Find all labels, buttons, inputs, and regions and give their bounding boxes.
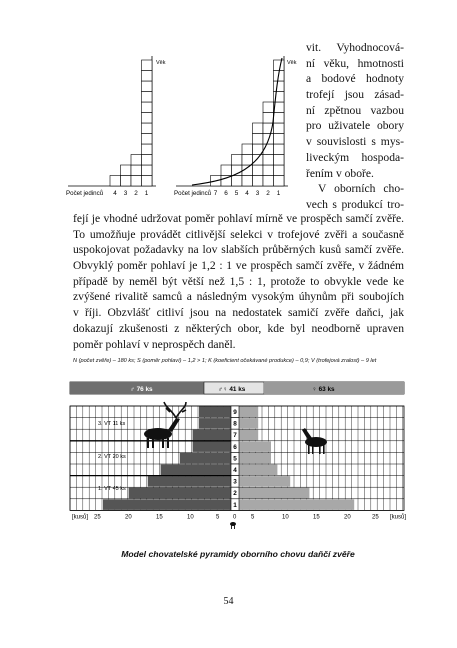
pyramid-male-bar	[148, 476, 231, 487]
x-tick-label: 1	[144, 190, 149, 197]
right-column-line: v souvislosti s mys-	[306, 135, 404, 149]
x-tick-label: 4	[113, 190, 117, 197]
right-column-line: liveckým hospoda-	[306, 150, 404, 164]
age-label: 1	[233, 501, 237, 509]
age-bar-cell	[274, 81, 285, 92]
pyramid-male-bar	[161, 465, 231, 476]
age-bar-cell	[274, 144, 285, 155]
age-bar-cell	[274, 134, 285, 145]
fawn-silhouette	[230, 522, 236, 529]
body-line: případě by neměl být větší než 1,5 : 1, protože to obvykle vede ke	[73, 274, 404, 288]
x-axis-label: [kusů]	[72, 514, 89, 521]
x-axis-label: 5	[216, 514, 220, 521]
pyramid-female-bar	[239, 418, 258, 429]
age-bar-cell	[263, 134, 274, 145]
age-label: 9	[233, 409, 237, 416]
female-total-label: ♀ 63 ks	[312, 386, 335, 393]
age-bar-cell	[131, 155, 142, 166]
age-bar-cell	[263, 176, 274, 187]
age-bar-cell	[142, 144, 153, 155]
age-label: 4	[233, 467, 237, 474]
age-bar-cell	[253, 165, 264, 176]
pyramid-male-bar	[193, 430, 231, 441]
right-column-line: vech s produkcí tro-	[306, 197, 404, 211]
age-bar-cell	[274, 155, 285, 166]
x-tick-label: 3	[123, 190, 128, 197]
right-column-line: V oborních cho-	[318, 182, 404, 196]
age-bar-cell	[242, 144, 253, 155]
vt-label-1: 1. VT 45 ks	[98, 486, 126, 492]
pyramid-female-bar	[239, 453, 271, 464]
age-bar-cell	[274, 113, 285, 124]
pyramid-formula: N (počet zvěře) – 180 ks; S (poměr pohlaví) – 1,2 > 1; K (koeficient očekávané produkce) – 0,9; V (trofejová zralost) – 9 let	[73, 358, 377, 364]
age-bar-cell	[274, 123, 285, 134]
x-tick-label: 7	[213, 190, 218, 197]
age-bar-cell	[263, 113, 274, 124]
x-tick-label: 1	[276, 190, 281, 197]
male-total-label: ♂ 76 ks	[130, 386, 153, 393]
age-bar-cell	[142, 102, 153, 113]
age-label: 6	[233, 443, 237, 451]
breeding-pyramid	[68, 372, 408, 546]
right-column-text	[306, 40, 404, 213]
pyramid-male-bar	[199, 418, 231, 429]
age-bar-cell	[142, 155, 153, 166]
x-axis-label: 10	[187, 514, 194, 521]
x-tick-label: 5	[234, 190, 239, 197]
pyramid-female-bar	[239, 430, 258, 441]
x-axis-label: 15	[156, 514, 163, 521]
pyramid-female-bar	[239, 465, 277, 476]
age-bar-cell	[263, 165, 274, 176]
body-paragraph	[73, 211, 404, 352]
age-bar-cell	[131, 165, 142, 176]
fallow-doe-silhouette	[302, 428, 327, 454]
pyramid-female-bar	[239, 488, 309, 499]
age-structure-figures	[66, 52, 302, 212]
age-bar-cell	[253, 155, 264, 166]
age-bar-cell	[221, 165, 232, 176]
pyramid-male-bar	[103, 499, 231, 510]
age-bar-cell	[121, 176, 132, 187]
age-label: 8	[233, 420, 237, 428]
age-bar-cell	[253, 123, 264, 134]
age-bar-cell	[142, 71, 153, 82]
x-axis-label: 15	[313, 514, 320, 521]
body-line: Obvyklý poměr pohlaví je 1,2 : 1 ve prospěch samčí zvěře, v žádném	[73, 259, 404, 273]
age-bar-cell	[263, 102, 274, 113]
x-tick-label: 4	[245, 190, 249, 197]
right-x-label: Počet jedinců	[174, 190, 212, 197]
age-label: 2	[233, 490, 237, 498]
pyramid-male-bar	[180, 453, 231, 464]
age-bar-cell	[142, 60, 153, 71]
figure-caption: Model chovatelské pyramidy oborního chovu daňčí zvěře	[121, 549, 355, 559]
right-column-line: ní zpětnou vazbou	[306, 103, 404, 117]
body-line: poměr pohlaví v neprospěch daněl.	[73, 337, 236, 351]
vt-label-3: 3. VT 11 ks	[98, 421, 126, 427]
age-bar-cell	[242, 155, 253, 166]
x-tick-label: 3	[255, 190, 260, 197]
pyramid-female-bar	[239, 476, 290, 487]
x-tick-label: 2	[134, 190, 138, 197]
age-bar-cell	[131, 176, 142, 187]
x-axis-label: [kusů]	[390, 514, 407, 521]
body-line: To umožňuje provádět citlivější selekci v trofejové zvěři a současně	[73, 227, 404, 241]
x-axis-label: 20	[125, 514, 132, 521]
age-bar-cell	[274, 176, 285, 187]
body-line: uspokojovat požadavky na lov slabších průběrných kusů samčí zvěře.	[73, 243, 404, 257]
age-bar-cell	[242, 176, 253, 187]
age-bar-cell	[121, 165, 132, 176]
x-axis-label: 0	[233, 514, 237, 521]
age-bar-cell	[274, 165, 285, 176]
age-label: 3	[233, 478, 237, 486]
vt-label-2: 2. VT 20 ks	[98, 454, 126, 460]
pyramid-male-bar	[199, 407, 231, 418]
body-line: zvýšené rivalitě samců a následným vysokým úhynům při soubojích	[73, 290, 404, 304]
age-bar-cell	[274, 60, 285, 71]
pyramid-female-bar	[239, 407, 258, 418]
x-axis-label: 10	[282, 514, 289, 521]
right-column-line: vit. Vyhodnocová-	[306, 41, 404, 54]
left-y-label: Věk	[156, 60, 166, 66]
body-line: fejí je vhodné udržovat poměr pohlaví mírně ve prospěch samčí zvěře.	[73, 212, 404, 225]
age-bar-cell	[253, 176, 264, 187]
body-line: dokazují zkušenosti z některých obor, kde byl neodborně upraven	[73, 321, 404, 335]
x-tick-label: 6	[224, 190, 228, 197]
age-label: 7	[233, 432, 237, 440]
age-bar-cell	[232, 155, 243, 166]
age-bar-cell	[142, 92, 153, 103]
age-bar-cell	[253, 134, 264, 145]
page-number: 54	[223, 596, 234, 607]
age-chart-left	[66, 56, 166, 197]
age-bar-cell	[142, 134, 153, 145]
x-tick-label: 2	[266, 190, 270, 197]
age-bar-cell	[142, 176, 153, 187]
age-bar-cell	[232, 176, 243, 187]
pyramid-female-bar	[239, 441, 271, 452]
right-column-line: trofejí jsou zásad-	[306, 88, 404, 102]
pyramid-male-bar	[193, 441, 231, 452]
right-y-label: Věk	[287, 60, 297, 66]
right-column-line: ní věku, hmotnosti	[306, 56, 404, 70]
age-bar-cell	[142, 113, 153, 124]
x-axis-label: 25	[94, 514, 101, 521]
right-column-line: a bodové hodnoty	[306, 72, 404, 86]
center-total-label: ♂♀ 41 ks	[218, 386, 246, 393]
right-column-line: řením v oboře.	[306, 166, 374, 180]
age-bar-cell	[142, 123, 153, 134]
age-label: 5	[233, 455, 237, 463]
right-column-line: pro uživatele obory	[306, 119, 404, 133]
age-bar-cell	[110, 176, 121, 187]
age-bar-cell	[263, 155, 274, 166]
left-x-label: Počet jedinců	[66, 190, 104, 197]
age-bar-cell	[142, 165, 153, 176]
x-axis-label: 5	[251, 514, 255, 521]
body-line: v říji. Obzvlášť citliví jsou na nedostatek samičí zvěře daňci, jak	[73, 306, 404, 320]
x-axis-label: 25	[372, 514, 379, 521]
pyramid-female-bar	[239, 499, 354, 510]
age-chart-right	[174, 56, 297, 197]
x-axis-label: 20	[344, 514, 351, 521]
age-bar-cell	[142, 81, 153, 92]
pyramid-male-bar	[129, 488, 231, 499]
